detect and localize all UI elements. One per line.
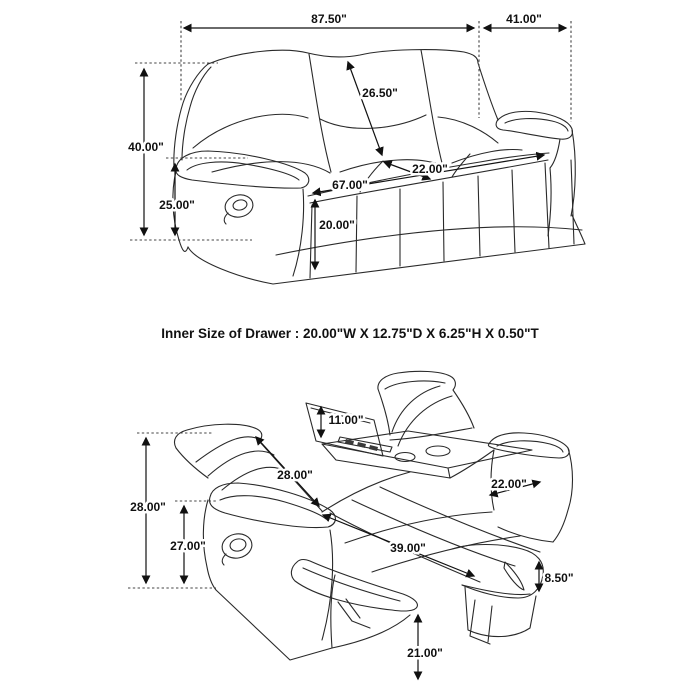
dim-console-height: 11.00" [328,413,364,427]
dim-arm-height-reclined: 27.00" [170,539,206,553]
dim-footrest-extension: 21.00" [407,646,443,660]
upright-dimension-labels [128,12,542,232]
dim-seat-width: 67.00" [332,178,368,192]
dim-overall-depth: 41.00" [506,12,542,26]
sofa-upright-drawing [173,50,585,284]
dim-seat-depth: 22.00" [412,162,448,176]
cupholder-icon [426,446,450,456]
dim-seat-cushion-width: 22.00" [491,477,527,491]
dim-back-height: 26.50" [362,86,398,100]
recliner-handle-icon [223,192,255,219]
sofa-reclined-drawing [174,371,572,660]
drawer-note: Inner Size of Drawer : 20.00"W X 12.75"D X 6.25"H X 0.50"T [161,326,539,341]
dim-overall-width: 87.50" [311,12,347,26]
dim-seat-height: 20.00" [319,218,355,232]
dim-footrest-height: 8.50" [544,571,574,585]
dim-overall-height: 40.00" [128,140,164,154]
dim-back-cushion-length: 28.00" [277,468,313,482]
dim-reclined-height: 28.00" [130,500,166,514]
dim-arm-height: 25.00" [159,198,195,212]
dim-reclined-depth: 39.00" [390,541,426,555]
recliner-handle-icon [220,531,254,561]
